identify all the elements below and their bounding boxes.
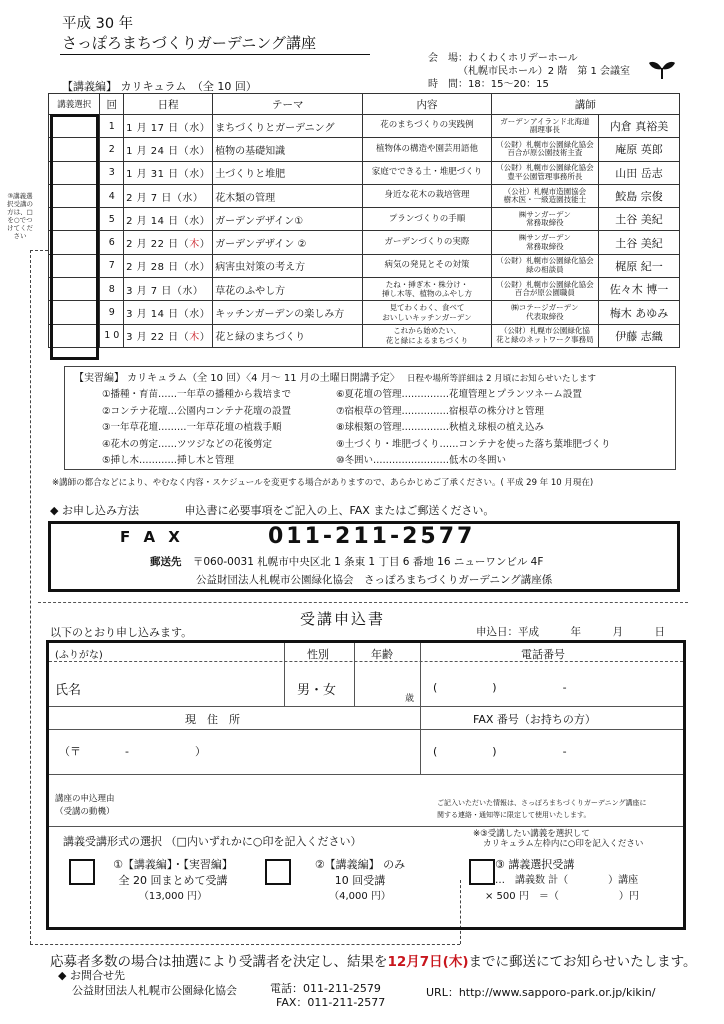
age-label: 年齢 — [371, 648, 393, 661]
practical-item: ⑦宿根草の管理……………宿根草の株分けと管理 — [336, 405, 545, 417]
lecture-theme: 植物の基礎知識 — [213, 138, 363, 161]
lecture-theme: ガーデンデザイン ② — [213, 231, 363, 254]
fax-format: ( ) - — [433, 745, 567, 758]
lecture-content — [363, 208, 491, 231]
lecture-date — [124, 138, 213, 161]
mail-line — [150, 554, 543, 569]
dashed-connector-bottom — [30, 944, 460, 945]
privacy-line-2: 関する連絡・通知等に限定して使用いたします。 — [437, 811, 591, 819]
lecture-content — [363, 161, 491, 184]
lecture-content-line: 病気の発見とその対策 — [384, 260, 470, 271]
lecture-date-text: 1 月 24 日（ — [126, 145, 190, 157]
lottery-post: までに郵送にてお知らせいたします。 — [468, 954, 697, 970]
practical-item: ⑤挿し木…………挿し木と管理 — [102, 455, 235, 466]
cut-line — [38, 602, 688, 603]
lecture-content — [363, 254, 491, 277]
lecture-org-1: （公財）札幌市公園緑化協会 — [496, 139, 594, 149]
lecture-row — [49, 161, 680, 184]
privacy-line-1: ご記入いただいた情報は、さっぽろまちづくりガーデニング講座に — [437, 799, 647, 807]
phone-format: ( ) - — [433, 681, 567, 694]
lecture-row — [49, 324, 680, 347]
lecture-row — [49, 231, 680, 254]
form-title: 受講申込書 — [300, 610, 386, 628]
contact-url[interactable]: URL：http://www.sapporo-park.or.jp/kikin/ — [426, 986, 656, 999]
option-3-line-1: ③ 講義選択受講 — [495, 858, 575, 871]
lecture-org-2: 豊平公園管理事務所長 — [507, 171, 583, 181]
practical-item: ⑥夏花壇の管理……………花壇管理とプランツネーム設置 — [336, 389, 582, 400]
lecture-content — [363, 301, 491, 324]
col-select: 講義選択 — [49, 94, 100, 115]
select-note-2: カリキュラム左枠内に○印を記入ください — [483, 839, 644, 849]
mail-address: 〒060-0031 札幌市中央区北 1 条東 1 丁目 6 番地 16 ニューワンビル 4F — [192, 556, 544, 568]
lecture-row — [49, 254, 680, 277]
lecture-no: 3 — [100, 161, 124, 184]
reason-label-wrap — [55, 793, 115, 819]
year-title: 平成 30 年 — [62, 16, 134, 32]
lecture-org — [491, 254, 598, 277]
lecture-date-text: 1 月 17 日（ — [126, 122, 190, 134]
apply-heading: ◆ お申し込み方法 — [50, 504, 139, 517]
practical-item: ④花木の剪定……ツツジなどの花後剪定 — [102, 438, 273, 450]
age-unit: 歳 — [405, 694, 415, 704]
lecture-theme: キッチンガーデンの楽しみ方 — [213, 301, 363, 324]
practical-item: ⑧球根類の管理……………秋植え球根の植え込み — [336, 422, 545, 433]
lecture-dow: 水 — [189, 309, 200, 321]
option-2-line-1: ②【講義編】 のみ — [314, 858, 406, 871]
lecture-theme: ガーデンデザイン① — [213, 208, 363, 231]
lecture-content — [363, 115, 491, 138]
lecture-date — [124, 324, 213, 347]
time-label: 時 間：18：15～20：15 — [428, 79, 549, 90]
lecture-date-end: ） — [199, 215, 211, 227]
lecture-no: 8 — [100, 278, 124, 301]
practical-heading-note: 日程や場所等詳細は 2 月頃にお知らせいたします — [406, 374, 597, 384]
lecture-org-1: （公社）札幌市造園協会 — [503, 186, 587, 196]
fax-label: F A X — [120, 528, 184, 546]
option-1-checkbox[interactable] — [69, 859, 95, 885]
option-3-line-2: … 講義数 計（ ）講座 — [495, 875, 639, 886]
lecture-date — [124, 301, 213, 324]
lecture-org-1: ㈱サンガーデン — [518, 209, 571, 219]
option-3-text — [485, 857, 675, 905]
lecture-content-line: たね・挿ぎ木・株分け・ — [385, 279, 469, 289]
lecture-date-end: ） — [199, 262, 211, 274]
lecture-date-end: ） — [192, 192, 204, 204]
lecture-content-line: 身近な花木の栽培管理 — [384, 190, 470, 201]
option-1-line-1: ①【講義編】・【実習編】 — [113, 858, 233, 871]
lecture-content-line: プランづくりの手順 — [388, 213, 466, 224]
reason-sub: （受講の動機） — [55, 807, 115, 817]
lecture-date-end: ） — [199, 122, 211, 134]
lecture-person: 伊藤 志織 — [599, 324, 680, 347]
lecture-date — [124, 161, 213, 184]
lecture-dow: 木 — [189, 239, 200, 251]
lecture-org-2: 花と緑のネットワーク事務局 — [496, 334, 594, 344]
gender-label: 性別 — [307, 648, 329, 661]
lecture-org-2: 樹木医・一級造園技能士 — [503, 195, 587, 205]
lecture-content-line: 家庭でできる土・堆肥づくり — [371, 166, 483, 177]
contact-numbers — [270, 982, 385, 1010]
lecture-dow: 水 — [189, 215, 200, 227]
lecture-org — [491, 231, 598, 254]
dashed-connector-top — [30, 250, 48, 251]
lecture-org-2: 常務取締役 — [526, 241, 564, 251]
practical-heading: 【実習編】 カリキュラム（全 10 回）〈4 月～ 11 月の土曜日開講予定〉 — [74, 373, 400, 384]
option-3-line-3: × 500 円 ＝（ ）円 — [485, 891, 639, 902]
select-note — [473, 829, 643, 849]
lecture-date-end: ） — [199, 239, 211, 251]
lecture-person: 内倉 真裕美 — [599, 115, 680, 138]
practical-item: ②コンテナ花壇…公園内コンテナ花壇の設置 — [102, 405, 292, 417]
venue-info — [428, 52, 630, 91]
lecture-row — [49, 138, 680, 161]
lecture-org-1: （公財）札幌市公園緑化協 — [499, 326, 590, 336]
lecture-org — [491, 324, 598, 347]
lecture-row — [49, 115, 680, 138]
mail-org: 公益財団法人札幌市公園緑化協会 さっぽろまちづくりガーデニング講座係 — [196, 574, 553, 586]
lecture-content-line: 挿し木等、植物のふやし方 — [381, 289, 472, 299]
lecture-date-end: ） — [192, 285, 204, 297]
lecture-date-text: 2 月 7 日（ — [126, 192, 183, 204]
lecture-content-line: これから始めたい、 — [393, 326, 461, 336]
lecture-person: 土谷 美紀 — [599, 231, 680, 254]
option-1-text — [103, 857, 243, 905]
practical-left-list — [102, 386, 291, 469]
title-underline — [60, 54, 370, 55]
select-note-1: ※③受講したい講義を選択して — [473, 829, 590, 839]
option-2-text — [295, 857, 425, 905]
lecture-no: 2 — [100, 138, 124, 161]
lecture-person: 佐々木 博一 — [599, 278, 680, 301]
lecture-theme: 花木類の管理 — [213, 184, 363, 207]
lecture-no: 5 — [100, 208, 124, 231]
practical-item: ①播種・育苗……一年草の播種から栽培まで — [102, 389, 292, 400]
lecture-content — [363, 231, 491, 254]
lecture-date-text: 3 月 7 日（ — [126, 285, 183, 297]
lecture-content-line: 花のまちづくりの実践例 — [380, 120, 474, 131]
col-no: 回 — [100, 94, 124, 115]
lecture-org-2: 百合が原公園職員 — [514, 288, 575, 298]
lecture-person: 山田 岳志 — [599, 161, 680, 184]
schedule-notice: ※講師の都合などにより、やむなく内容・スケジュールを変更する場合がありますので、あらかじめご了承ください。( 平成 29 年 10 月現在) — [52, 478, 594, 488]
option-1-line-2: 全 20 回まとめて受講 — [118, 874, 228, 887]
lecture-date-text: 3 月 14 日（ — [126, 309, 190, 321]
practical-item: ⑨土づくり・堆肥づくり……コンテナを使った落ち葉堆肥づくり — [336, 438, 611, 450]
lecture-no: 6 — [100, 231, 124, 254]
lecture-theme: 草花のふやし方 — [213, 278, 363, 301]
lecture-header-row — [49, 94, 680, 115]
form-date: 申込日：平成 年 月 日 — [476, 626, 665, 638]
contact-fax: FAX：011-211-2577 — [276, 996, 386, 1009]
lecture-date-end: ） — [199, 332, 211, 344]
option-2-checkbox[interactable] — [265, 859, 291, 885]
lecture-date — [124, 184, 213, 207]
lecture-date-text: 3 月 22 日（ — [126, 332, 190, 344]
lecture-date-text: 2 月 14 日（ — [126, 215, 190, 227]
lecture-no: 7 — [100, 254, 124, 277]
lecture-date — [124, 254, 213, 277]
side-note: ③講義選択受講の方は、□を○でつけてください — [7, 192, 33, 240]
lecture-person: 梶原 紀一 — [599, 254, 680, 277]
select-label: 講義受講形式の選択 （□内いずれかに○印を記入ください） — [63, 835, 362, 848]
lecture-dow: 水 — [189, 145, 200, 157]
lecture-org-1: （公財）札幌市公園緑化協会 — [496, 163, 594, 173]
lecture-person: 梅木 あゆみ — [599, 301, 680, 324]
lecture-date — [124, 231, 213, 254]
gender-value: 男・女 — [297, 683, 337, 698]
lecture-heading: 【講義編】 カリキュラム （全 10 回） — [62, 80, 257, 93]
lecture-date — [124, 278, 213, 301]
contact-tel: 電話：011-211-2579 — [270, 982, 381, 995]
lecture-org-2: 常務取締役 — [526, 218, 564, 228]
lecture-org-1: （公財）札幌市公園緑化協会 — [496, 279, 594, 289]
address-divider — [49, 729, 683, 730]
lecture-table — [48, 93, 680, 348]
lecture-person: 庵原 英郎 — [599, 138, 680, 161]
lecture-org — [491, 184, 598, 207]
practical-item: ⑩冬囲い……………………低木の冬囲い — [336, 455, 507, 466]
lecture-date-end: ） — [199, 145, 211, 157]
lecture-content-line: おいしいキッチンガーデン — [382, 312, 472, 322]
lecture-date — [124, 208, 213, 231]
lottery-date: 12月7日(木) — [387, 954, 469, 970]
lecture-row — [49, 208, 680, 231]
lecture-no: 1 — [100, 115, 124, 138]
lecture-no: 4 — [100, 184, 124, 207]
lecture-theme: まちづくりとガーデニング — [213, 115, 363, 138]
lecture-org-2: 緑の相談員 — [526, 264, 564, 274]
apply-heading-wrap — [50, 502, 494, 518]
dashed-connector-left — [30, 250, 31, 944]
phone-label: 電話番号 — [521, 648, 565, 661]
lecture-theme: 病害虫対策の考え方 — [213, 254, 363, 277]
lecture-org-2: 代表取締役 — [526, 311, 564, 321]
lecture-content — [363, 138, 491, 161]
lecture-dow: 水 — [189, 122, 200, 134]
venue-label: 会 場：わくわくホリデーホール — [428, 53, 578, 64]
lecture-content — [363, 278, 491, 301]
mail-label: 郵送先 — [150, 556, 182, 568]
lecture-content-line: ガーデンづくりの実際 — [384, 236, 470, 247]
lecture-date-text: 1 月 31 日（ — [126, 169, 190, 181]
venue-detail: （札幌市民ホール）2 階 第 1 会議室 — [458, 66, 631, 77]
postal-format: （〒 - ） — [59, 745, 206, 758]
lecture-org-1: （公財）札幌市公園緑化協会 — [496, 256, 594, 266]
lecture-content — [363, 184, 491, 207]
lecture-no: 9 — [100, 301, 124, 324]
lecture-date-end: ） — [199, 309, 211, 321]
fax-field-label: FAX 番号（お持ちの方） — [473, 713, 596, 726]
lecture-org — [491, 208, 598, 231]
col-theme: テーマ — [213, 94, 363, 115]
lecture-org — [491, 138, 598, 161]
lecture-content-line: 見てわくわく、食べて — [389, 303, 465, 313]
col-lecturer: 講師 — [491, 94, 679, 115]
practical-item: ③一年草花壇………一年草花壇の植栽手順 — [102, 422, 282, 433]
col-date: 日程 — [124, 94, 213, 115]
application-form — [46, 640, 686, 930]
option-1-line-3: （13,000 円） — [138, 891, 208, 902]
lottery-notice — [50, 950, 697, 970]
practical-heading-wrap — [74, 369, 596, 384]
address-label: 現 住 所 — [185, 713, 240, 726]
furigana-label: (ふりがな) — [55, 650, 103, 661]
practical-right-list — [336, 386, 611, 469]
name-label: 氏名 — [55, 683, 82, 698]
lecture-org-1: ガーデンアイランド北海道 — [500, 116, 590, 126]
lecture-row — [49, 184, 680, 207]
form-lead: 以下のとおり申し込みます。 — [50, 626, 193, 639]
lecture-org-1: ㈱コテージガーデン — [511, 303, 579, 313]
fax-number: 011-211-2577 — [268, 524, 476, 549]
lecture-org — [491, 301, 598, 324]
lecture-org-2: 副理事長 — [529, 125, 560, 135]
contact-org: 公益財団法人札幌市公園緑化協会 — [72, 984, 237, 997]
lecture-org-2: 百合が原公園技術主査 — [507, 148, 583, 158]
furigana-divider — [49, 661, 683, 662]
lecture-org — [491, 161, 598, 184]
lecture-date-text: 2 月 28 日（ — [126, 262, 190, 274]
lecture-content-line: 花と緑によるまちづくり — [385, 335, 469, 345]
lecture-org — [491, 278, 598, 301]
option-2-line-2: 10 回受講 — [334, 874, 386, 887]
lecture-select-column — [50, 114, 99, 360]
lecture-person: 土谷 美紀 — [599, 208, 680, 231]
lecture-dow: 水 — [189, 262, 200, 274]
sprout-icon — [648, 58, 676, 80]
lecture-theme: 花と緑のまちづくり — [213, 324, 363, 347]
lecture-dow: 木 — [189, 332, 200, 344]
lecture-dow: 水 — [182, 285, 193, 297]
option-2-line-3: （4,000 円） — [329, 891, 391, 902]
reason-label: 講座の申込理由 — [55, 794, 115, 804]
lecture-date-text: 2 月 22 日（ — [126, 239, 190, 251]
lecture-org — [491, 115, 598, 138]
contact-heading: ◆ お問合せ先 — [58, 969, 125, 982]
lecture-theme: 土づくりと堆肥 — [213, 161, 363, 184]
lecture-dow: 水 — [189, 169, 200, 181]
lecture-content-line: 植物体の構造や園芸用語他 — [375, 143, 478, 154]
lecture-dow: 水 — [182, 192, 193, 204]
lecture-no: 1 0 — [100, 324, 124, 347]
lecture-row — [49, 278, 680, 301]
lecture-date-end: ） — [199, 169, 211, 181]
lecture-org-1: ㈱サンガーデン — [518, 233, 571, 243]
option-3-checkbox[interactable] — [469, 859, 495, 885]
col-content: 内容 — [363, 94, 491, 115]
lecture-date — [124, 115, 213, 138]
lecture-person: 鮫島 宗俊 — [599, 184, 680, 207]
lecture-content — [363, 324, 491, 347]
main-title: さっぽろまちづくりガーデニング講座 — [62, 34, 316, 52]
privacy-note — [437, 797, 647, 821]
lecture-row — [49, 301, 680, 324]
apply-desc: 申込書に必要事項をご記入の上、FAX またはご郵送ください。 — [184, 504, 495, 517]
lottery-pre: 応募者多数の場合は抽選により受講者を決定し、結果を — [50, 954, 388, 970]
